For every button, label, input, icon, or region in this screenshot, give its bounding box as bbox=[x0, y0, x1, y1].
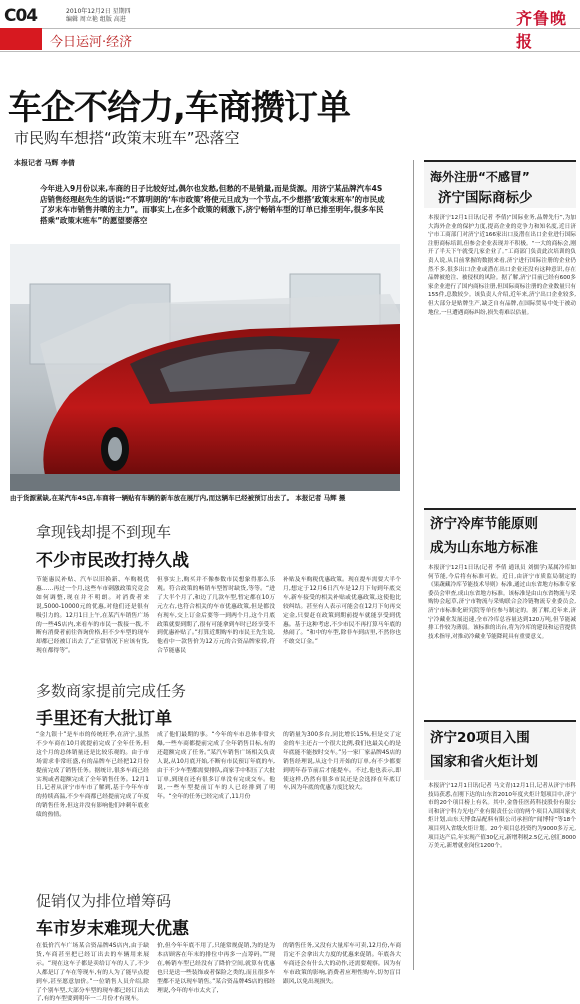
publication-info bbox=[66, 8, 131, 24]
article2-column-1: “金九银十”是车市的传统旺季,在济宁,虽然不少车商在10月就提前完成了全年任务,但这个月的总体销量还是比较乐观的。由于市场需求非常旺盛,有的品牌车已经把12月份提前完成了销售任务。据统计,很多车商已经实现或者超额完成了全年销售任务。12月1日,记者从济宁市车市了解到,基于今年车市的持续高温,不少车商都已经提前完成了年度的销售任务,但这并没有影响他们冲刺年底业绩的热情。 bbox=[36, 732, 149, 819]
article2-kicker: 多数商家提前完成任务 bbox=[36, 682, 187, 700]
article3-column-2: 价,但今年年底不用了,只能常规促销,为的是为本店顾客在年末的排位中再多一点筹码。”“现在,畅销车型已经没有了降价空间,就算有优惠也只是送一些装饰或者保险之类的,而且很多车型都不是以现车销售。”某合资品牌4S店的邢经理说,今年的车市太火了, bbox=[157, 943, 275, 994]
sidebar3-kicker: 济宁20项目入围 bbox=[430, 730, 530, 746]
article2-column-3: 的销量为300多台,同比增长15%,但是交了定金的车主还占一个很大比例,我们也最关心的是年底能不能按时交车。”另一家厂家品牌4S店的销售经理说,从这个月开始的订单,有不少都要到明年春节前后才能提车。不过,他也表示,即使这样,仍然有很多市民还是会选择在年底订车,因为年底的优惠力度比较大。 bbox=[283, 732, 401, 792]
article1-headline: 不少市民改打持久战 bbox=[36, 551, 189, 571]
sidebar1-headline: 济宁国际商标少 bbox=[438, 190, 533, 206]
sidebar3-headline: 国家和省火炬计划 bbox=[430, 754, 538, 770]
date-line: 2010年12月2日 星期四 bbox=[66, 8, 131, 15]
sidebar1-text: 本报济宁12月1日讯(记者 李倩)“国际业务,品牌先行”,为加大海外企业的保护力度,提高企业的竞争力和知名度,近日济宁市工商部门对济宁近166家出口及潜在出口企业进行国际注册商标培训,但参会企业表现并不积极。“一大的商标会,刚开了半天下午就受几家企业了。”工商部门负责此次培训的负责人说,从目前掌握的数据来看,济宁进行国际注册的企业仍然不多,很多出口企业或潜在出口企业还没有这种意识,存在品牌被抢注、被侵权的风险。据了解,济宁目前已经有600多家企业进行了国内商标注册,但国际商标注册的企业数量只有155件,总数较少。该负责人介绍,近年来,济宁出口企业较多,但大部分是贴牌生产,缺乏自有品牌,在国际贸易中处于被动地位,一旦遭遇商标纠纷,损失将难以估量。 bbox=[428, 215, 576, 316]
lead-paragraph: 今年进入9月份以来,车商的日子比较好过,偶尔也发愁,但愁的不是销量,而是货源。用济宁某品牌汽车4S店销售经理赵先生的话说:“不算明朗的‘车市政策’将使元旦成为一个节点,不少想搭‘政策末班车’的市民成了岁末车市销售井喷的主力”。而事实上,在多个政策的刺激下,济宁畅销车型的订单已排至明年,很多车民搭乘“政策末班车”的愿望要落空 bbox=[40, 184, 385, 225]
main-subheadline: 市民购车想搭“政策末班车”恐落空 bbox=[14, 129, 240, 147]
article1-column-2: 但事实上,购买并不像参数市民想象得那么乐观。符合政策的畅销车型暂时缺货,等等。“进了大半个月了,和边了几款车型,暂定都在10万元左右,也符合相关的车市优惠政策,但是都没有现车,交上订金后要等一到两个月,这个月底政策就要到期了,很有可能拿到车时已经享受不到优惠补贴了。”打算近期购车的市民王先生说,他看中一款售价为12万元的合资品牌家轿,符合节能惠民 bbox=[157, 577, 275, 655]
article3-headline: 车市岁末难现大优惠 bbox=[36, 919, 189, 939]
photo-caption: 由于货源紧缺,在某汽车4S店,车商将一辆贴有车辆的新车放在展厅内,而这辆车已经被预订出去了。 本报记者 马辉 摄 bbox=[10, 494, 346, 502]
column-divider bbox=[413, 160, 414, 970]
article3-column-3: 的销售任务,又没有大量库车可卖,12月份,车商肯定不会拿出大力度的优惠来促销。年底各大车商还会有什么大的动作,还需要观察。因为有车市政策的影响,消费者应理性购车,切勿盲目跟风,以免出现损失。 bbox=[283, 943, 401, 985]
sidebar2-text: 本报济宁12月1日讯(记者 李倩 通讯员 刘儒学)某属冷库如何节能,今后将有标准可依。近日,由济宁市质监局制定的《果蔬藏冷库节能技术导则》标准,通过山东省地方标准专家委员会审查,成山东省地方标准。该标准是由山东省物流与采购协会起草,济宁市物流与采购联合会冷链物流专业委员会,济宁市标准化研究院等单位参与制定的。据了解,近年来,济宁冷藏业发展迅速,全市冷库总容量达到120万吨,但节能减排工作较为薄弱。该标准的出台,将为冷库的建设和运营提供技术指导,对推动冷藏业节能降耗具有重要意义。 bbox=[428, 565, 576, 640]
article1-kicker: 拿现钱却提不到现车 bbox=[36, 523, 172, 541]
sidebar3-text: 本报济宁12月1日讯(记者 马文青)12月1日,记者从济宁市科技局获悉,在刚下达的山东省2010年度火炬计划项目中,济宁市的20个项目榜上有名。其中,金鲁佳医药科技股份有限公司和济宁科力光电产业有限责任公司的两个项目入围国家火炬计划,山东天博食品配料有限公司承担的“闻博特”等18个项目列入省级火炬计划。20个项目总投资约为9000多万元,项目达产后,年实现产值30亿元,新增利税2.5亿元,创汇8000万美元,新增就业岗位1200个。 bbox=[428, 783, 576, 850]
byline: 本报记者 马辉 李倩 bbox=[14, 159, 75, 167]
article3-kicker: 促销仅为排位增筹码 bbox=[36, 892, 172, 910]
article3-column-1: 在低价汽车广场某合资品牌4S店内,由于缺货,车商甚至把已经订出去的车辆用来展示。“现在这车子都是卖给订车的人了,不少人都是订了车在等现车,有的人为了能早点提到车,甚至愿意加价。”一位销售人员介绍,除了个别车型,大部分车型的现车都已经订出去了,有的车型要到明年一二月份才有现车。 bbox=[36, 943, 149, 1003]
section-title: 今日运河·经济 bbox=[50, 35, 133, 50]
article1-column-1: 节能惠民补贴、汽车以旧换新、车购税优惠……再过一个月,这些车市刺激政策究竟会如何调整,现在并不明朗。对消费者来说,5000-10000元的优惠,对他们还是很有吸引力的。12月1日上午,在某汽车销售广场的一些4S店内,来看车的市民一拨接一拨,不断有消费者前往咨询价格,但不少车型的现车却都已经被订出去了,“正常情况下应该有货,现在都得等”。 bbox=[36, 577, 149, 655]
newspaper-logo: 齐鲁晚报 bbox=[516, 9, 568, 51]
section-tab-block bbox=[0, 28, 42, 50]
article2-column-2: 成了他们最期的事。“今年的车市总体非常火爆,一些车商都提前完成了全年销售目标,有的还超额完成了任务。”某汽车销售广场相关负责人说,从10月底开始,不断有市民预订年底的车,由于不少车型都需要排队,商家手中积压了大批订单,到现在还有很多订单没有完成交车。他说,一些车型提前订车的人已经排到了明年。“全年的任务已经完成了,11月份 bbox=[157, 732, 275, 801]
showroom-car-photo bbox=[10, 244, 400, 491]
car-photo-illustration bbox=[10, 244, 400, 491]
page-number: C04 bbox=[4, 6, 38, 26]
article1-column-3: 补贴及车购税优惠政策。现在提车需要大半个月,想定于12月6日汽车是12月下旬到年底交车,新车接受的相关补贴或优惠政策,这使他比较纠结。甚至有人表示可能会在12月下旬再交定金,只要赶在政策到期前提车就能享受到优惠。基于这种考虑,不少市民不再打算马年底的热闹了。“和中的车型,除非车到店里,不然你也不敢交订金。” bbox=[283, 577, 401, 646]
sidebar2-headline: 成为山东地方标准 bbox=[430, 540, 538, 556]
editor-line: 编辑 周立艳 组版 高进 bbox=[66, 16, 126, 23]
main-headline: 车企不给力,车商攒订单 bbox=[8, 88, 350, 128]
sidebar1-kicker: 海外注册“不感冒” bbox=[430, 170, 530, 184]
sidebar2-kicker: 济宁冷库节能原则 bbox=[430, 516, 538, 532]
article2-headline: 手里还有大批订单 bbox=[36, 709, 172, 729]
